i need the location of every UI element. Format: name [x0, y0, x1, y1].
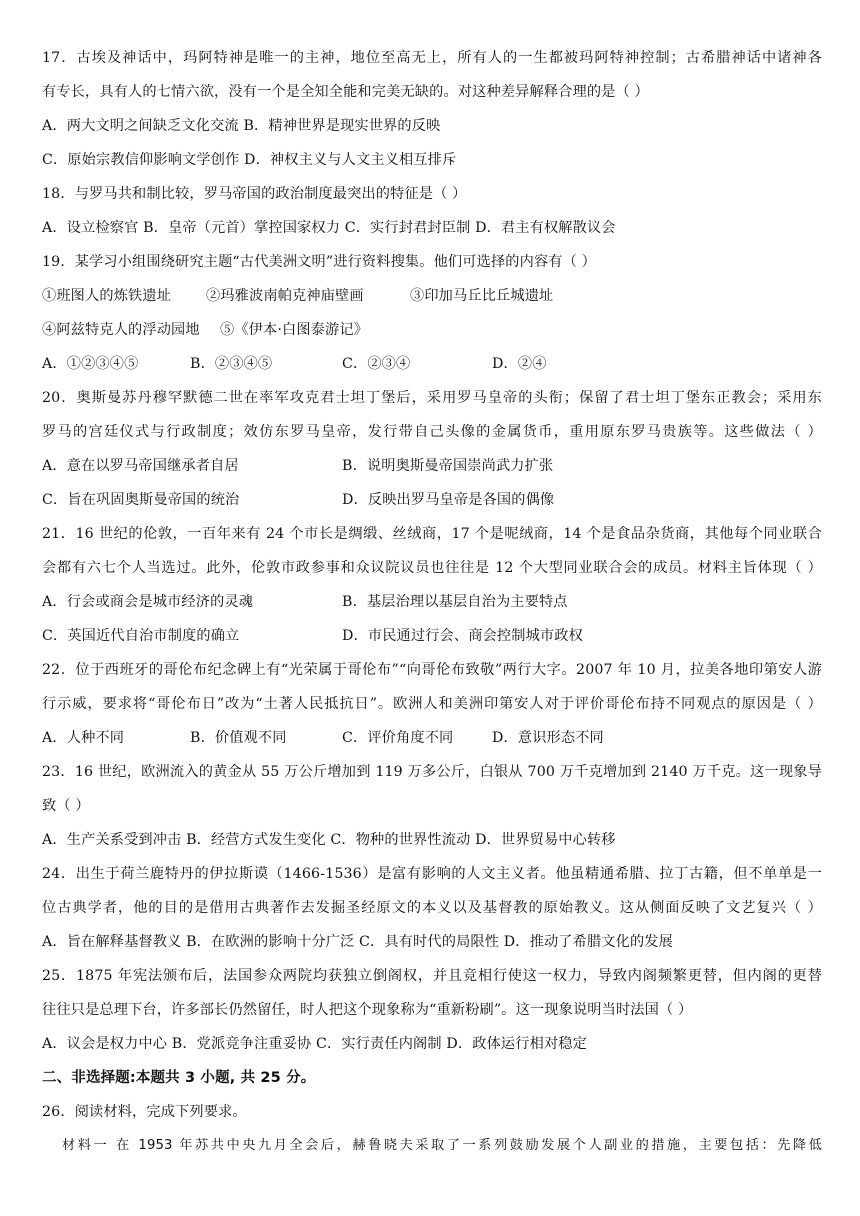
q20-option-c: C．旨在巩固奥斯曼帝国的统治	[42, 492, 240, 508]
q19-option-d: D．②④	[492, 356, 547, 372]
q22-stem-line1: 22．位于西班牙的哥伦布纪念碑上有“光荣属于哥伦布”“向哥伦布致敬”两行大字。2007 年 10 月，拉美各地印第安人游	[42, 662, 822, 678]
q19-items-row2	[42, 320, 822, 340]
q21-option-c: C．英国近代自治市制度的确立	[42, 628, 240, 644]
q17-options-cd: C．原始宗教信仰影响文学创作 D．神权主义与人文主义相互排斥	[42, 152, 457, 168]
q20-stem-line2: 罗马的宫廷仪式与行政制度；效仿东罗马皇帝，发行带自己头像的金属货币，重用原东罗马贵族等。这些做法（ ）	[42, 424, 822, 440]
q19-item-1: ①班图人的炼铁遗址	[42, 288, 172, 304]
q18-options: A．设立检察官 B．皇帝（元首）掌控国家权力 C．实行封君封臣制 D．君主有权解散议会	[42, 220, 616, 236]
q21-stem-line2: 会都有六七个人当选过。此外，伦敦市政参事和众议院议员也往往是 12 个大型同业联合会的成员。材料主旨体现（ ）	[42, 560, 822, 576]
q19-stem: 19．某学习小组围绕研究主题“古代美洲文明”进行资料搜集。他们可选择的内容有（ ）	[42, 254, 596, 270]
q23-stem-line2: 致（ ）	[42, 798, 90, 814]
q24-stem-line2: 位古典学者，他的目的是借用古典著作去发掘圣经原文的本义以及基督教的原始教义。这从侧面反映了文艺复兴（ ）	[42, 900, 822, 916]
q19-item-2: ②玛雅波南帕克神庙壁画	[206, 288, 364, 304]
q24-stem-line1: 24．出生于荷兰鹿特丹的伊拉斯谟（1466-1536）是富有影响的人文主义者。他虽精通希腊、拉丁古籍，但不单单是一	[42, 866, 822, 882]
q20-options-ab	[42, 456, 822, 476]
q25-options: A．议会是权力中心 B．党派竞争注重妥协 C．实行责任内阁制 D．政体运行相对稳定	[42, 1036, 587, 1052]
q20-stem-line1: 20．奥斯曼苏丹穆罕默德二世在率军攻克君士坦丁堡后，采用罗马皇帝的头衔；保留了君士坦丁堡东正教会；采用东	[42, 390, 822, 406]
q21-option-b: B．基层治理以基层自治为主要特点	[342, 594, 568, 610]
q20-options-cd	[42, 490, 822, 510]
section-heading-non-choice: 二、非选择题:本题共 3 小题, 共 25 分。	[42, 1070, 316, 1086]
q19-item-5: ⑤《伊本·白图泰游记》	[220, 322, 369, 338]
q22-option-b: B．价值观不同	[190, 730, 287, 746]
q19-option-a: A．①②③④⑤	[42, 356, 139, 372]
q22-options	[42, 728, 822, 748]
q19-items-row1	[42, 286, 822, 306]
q19-option-c: C．②③④	[342, 356, 411, 372]
q19-item-4: ④阿兹特克人的浮动园地	[42, 322, 200, 338]
q19-options	[42, 354, 822, 374]
q20-option-d: D．反映出罗马皇帝是各国的偶像	[342, 492, 555, 508]
q26-material-one: 材料一 在 1953 年苏共中央九月全会后，赫鲁晓夫采取了一系列鼓励发展个人副业的措施，主要包括：先降低	[62, 1138, 822, 1153]
q23-stem-line1: 23．16 世纪，欧洲流入的黄金从 55 万公斤增加到 119 万多公斤，白银从 700 万千克增加到 2140 万千克。这一现象导	[42, 764, 822, 780]
q21-stem-line1: 21．16 世纪的伦敦，一百年来有 24 个市长是绸缎、丝绒商，17 个是呢绒商，14 个是食品杂货商，其他每个同业联合	[42, 526, 822, 542]
q21-option-d: D．市民通过行会、商会控制城市政权	[342, 628, 583, 644]
q25-stem-line1: 25．1875 年宪法颁布后，法国参众两院均获独立倒阁权，并且竞相行使这一权力，导致内阁频繁更替，但内阁的更替	[42, 968, 822, 984]
q21-option-a: A．行会或商会是城市经济的灵魂	[42, 594, 254, 610]
q21-options-cd	[42, 626, 822, 646]
q24-options: A．旨在解释基督教义 B．在欧洲的影响十分广泛 C．具有时代的局限性 D．推动了希腊文化的发展	[42, 934, 673, 950]
q22-stem-line2: 行示威，要求将“哥伦布日”改为“土著人民抵抗日”。欧洲人和美洲印第安人对于评价哥伦布持不同观点的原因是（ ）	[42, 696, 822, 712]
q25-stem-line2: 往往只是总理下台，许多部长仍然留任，时人把这个现象称为“重新粉刷”。这一现象说明当时法国（ ）	[42, 1002, 693, 1018]
q21-options-ab	[42, 592, 822, 612]
q20-option-a: A．意在以罗马帝国继承者自居	[42, 458, 239, 474]
q26-stem: 26．阅读材料，完成下列要求。	[42, 1104, 247, 1120]
q22-option-a: A．人种不同	[42, 730, 125, 746]
q23-options: A．生产关系受到冲击 B．经营方式发生变化 C．物种的世界性流动 D．世界贸易中心转移	[42, 832, 616, 848]
q22-option-d: D．意识形态不同	[492, 730, 604, 746]
q17-stem-line1: 17．古埃及神话中，玛阿特神是唯一的主神，地位至高无上，所有人的一生都被玛阿特神控制；古希腊神话中诸神各	[42, 50, 822, 66]
q18-stem: 18．与罗马共和制比较，罗马帝国的政治制度最突出的特征是（ ）	[42, 186, 467, 202]
q17-options-ab: A．两大文明之间缺乏文化交流 B．精神世界是现实世界的反映	[42, 118, 441, 134]
q19-option-b: B．②③④⑤	[190, 356, 273, 372]
q22-option-c: C．评价角度不同	[342, 730, 454, 746]
q17-stem-line2: 有专长，具有人的七情六欲，没有一个是全知全能和完美无缺的。对这种差异解释合理的是（ ）	[42, 84, 649, 100]
q19-item-3: ③印加马丘比丘城遗址	[410, 288, 554, 304]
q20-option-b: B．说明奥斯曼帝国崇尚武力扩张	[342, 458, 554, 474]
